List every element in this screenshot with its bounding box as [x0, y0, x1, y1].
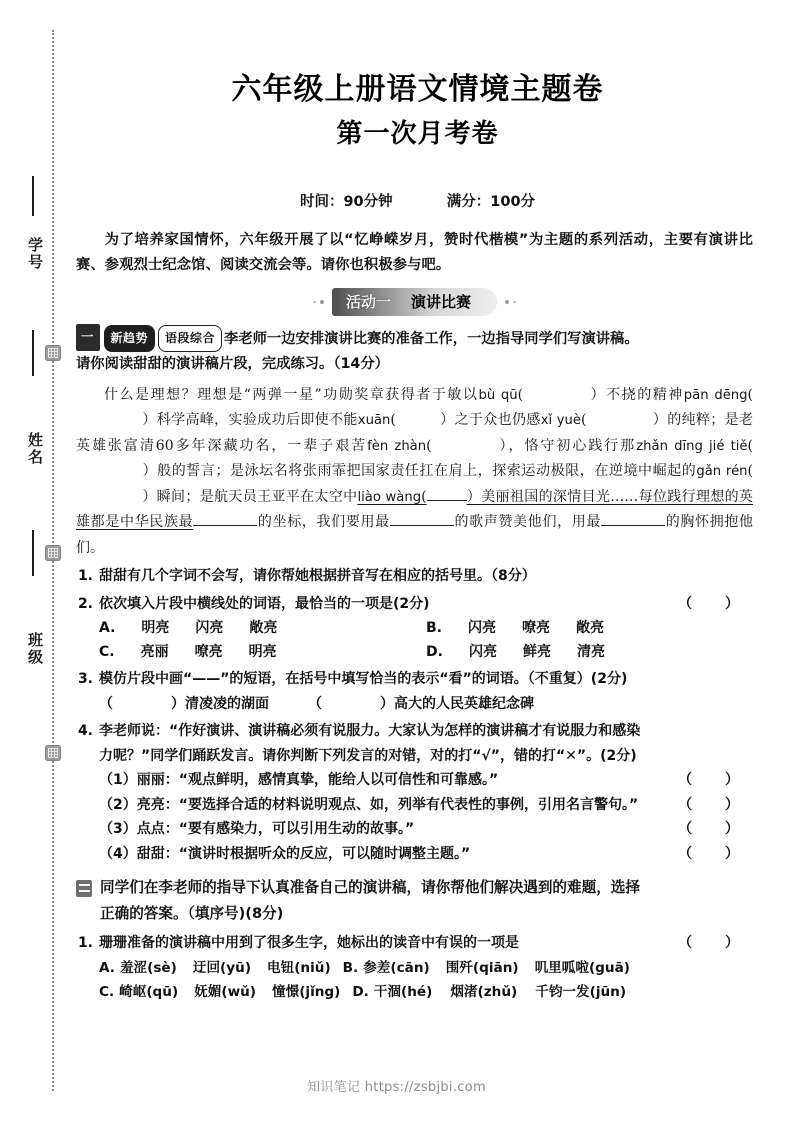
option-a-word-2: 闪亮: [195, 620, 224, 636]
option-d-label: D.: [426, 644, 443, 660]
q3-item-2: ）高大的人民英雄纪念碑: [380, 695, 534, 712]
q4-sub2-text: 亮亮：“要选择合适的材料说明观点、如，列举有代表性的事例，引用名言警句。”: [136, 796, 639, 813]
q4-sub4-no: （4）: [99, 845, 137, 862]
reading-passage: 什么是理想？理想是“两弹一星”功勋奖章获得者于敏以bù qū( ）不挠的精神pān dēng(）科学高峰，实验成功后即使不能xuān( ）之于众也仍感xǐ yuè( ）的纯粹；是老英雄张富清60多年深藏功名，一辈子艰苦fèn zhàn( ），恪守初心践行那zhǎn dīng jié tiě(）般的誓言；是泳坛名将张雨霏把国家责任扛在肩上，探索运动极限，在逆境中崛起的gǎn rén(）瞬间；是航天员王亚平在太空中liào wàng( ）美丽祖国的深情目光……每位践行理想的英雄都是中华民族最 的坐标，我们要用最 的歌声赞美他们，用最 的胸怀拥抱他们。: [76, 386, 754, 556]
pinyin-4: xǐ yuè: [540, 413, 582, 428]
option-b-word-2: 嘹亮: [522, 620, 550, 636]
option-c-word-2: 嘹亮: [194, 644, 223, 660]
question-3: [76, 667, 753, 692]
q4-sub1-paren[interactable]: （ ）: [678, 772, 753, 788]
s2-option-d-item-3: 千钧一发(jūn): [535, 983, 627, 1000]
s2-option-row-2: [99, 980, 753, 1004]
option-c[interactable]: [99, 640, 426, 664]
activity-pill: [332, 288, 497, 316]
passage-seg-9: ）美丽祖国的深情目光……每位践行理想的英雄都是中华民族最: [76, 488, 754, 530]
s2-option-c-item-2: 妩媚(wǔ): [194, 983, 257, 1000]
field-rule-2: [32, 330, 34, 376]
section-two-question-1: [76, 931, 753, 956]
pinyin-8: liào wàng: [357, 489, 422, 505]
pinyin-5: fèn zhàn: [367, 438, 427, 454]
section-one-number: 一: [76, 324, 100, 351]
badge-passage-comprehensive: 语段综合: [158, 325, 222, 353]
name-field-label: 姓名: [26, 432, 44, 466]
option-b[interactable]: [426, 616, 753, 640]
question-2-answer-paren[interactable]: （ ）: [678, 595, 753, 612]
s2-question-1-options: [99, 956, 753, 1004]
passage-seg-6: ），恪守初心践行那: [497, 437, 637, 454]
s2-option-d-label: D.: [352, 983, 369, 1000]
s2-option-c-label: C.: [99, 983, 115, 1000]
q3-item-1: ）清凌凌的湖面: [171, 695, 269, 712]
margin-strip: [0, 0, 66, 1121]
option-d-word-3: 清亮: [576, 644, 605, 660]
activity-index: 活动一: [345, 293, 391, 311]
option-d-word-2: 鲜亮: [522, 644, 551, 660]
s2-option-c-item-1: 崎岖(qū): [119, 983, 179, 1000]
section-two-lead-line1: 同学们在李老师的指导下认真准备自己的演讲稿，请你帮他们解决遇到的难题，选择: [100, 879, 640, 896]
pinyin-1: bù qū: [478, 387, 518, 403]
option-d-word-1: 闪亮: [468, 644, 497, 660]
option-c-word-1: 亮丽: [140, 644, 169, 660]
option-a-word-3: 敞亮: [249, 620, 278, 636]
s2-option-a-item-2: 迂回(yū): [192, 959, 252, 976]
q4-sub4-paren[interactable]: （ ）: [678, 845, 753, 862]
q4-sub2-paren[interactable]: （ ）: [678, 796, 753, 813]
s2-option-a-item-1: 羞涩(sè): [119, 959, 177, 976]
question-4-subitem-1: [99, 768, 753, 793]
s2-option-b-item-3: 叽里呱啦(guā): [534, 959, 630, 976]
section-one-lead-line2: 请你阅读甜甜的演讲稿片段，完成练习。（14分）: [76, 356, 389, 372]
section-one-lead-line1: 李老师一边安排演讲比赛的准备工作，一边指导同学们写演讲稿。: [224, 331, 639, 347]
option-c-label: C.: [99, 644, 115, 660]
question-2-body: [99, 592, 753, 617]
s2-option-b-label: B.: [342, 959, 359, 976]
passage-seg-10: 的坐标，我们要用最: [257, 514, 390, 530]
s2-question-1-body: [99, 931, 753, 956]
question-4-number: 4.: [77, 723, 93, 739]
question-3-number: 3.: [77, 671, 93, 687]
question-2-options-row-1: [99, 616, 753, 640]
exam-content: [76, 228, 753, 1004]
s2-option-a-label: A.: [99, 959, 115, 976]
q4-sub3-no: （3）: [99, 821, 137, 837]
question-1-number: 1.: [77, 568, 93, 584]
s2-question-1-text: 珊珊准备的演讲稿中用到了很多生字，她标出的读音中有误的一项是: [99, 935, 519, 951]
page-title: 六年级上册语文情境主题卷: [231, 72, 604, 107]
seal-mark-1: [45, 345, 61, 361]
question-4-subitem-2: [99, 793, 753, 818]
q4-sub3-text: 点点：“要有感染力，可以引用生动的故事。”: [136, 821, 415, 837]
question-1: [76, 564, 753, 589]
page-subtitle: 第一次月考卷: [336, 119, 499, 149]
q4-sub3-paren[interactable]: （ ）: [678, 821, 753, 837]
q4-sub4-text: 甜甜：“演讲时根据听众的反应，可以随时调整主题。”: [136, 845, 471, 862]
field-rule-1: [32, 176, 34, 216]
passage-seg-4: ）之于众也仍感: [439, 412, 541, 428]
banner-dots-left: [313, 300, 324, 304]
passage-seg-8: ）瞬间；是航天员王亚平在太空中: [142, 488, 358, 505]
question-3-text: 模仿片段中画“——”的短语，在括号中填写恰当的表示“看”的词语。（不重复）(2分): [99, 671, 628, 687]
seal-mark-3: [45, 745, 61, 761]
passage-seg-2: ）不挠的精神: [589, 386, 684, 403]
question-4-text-line1: 李老师说：“作好演讲、演讲稿必须有说服力。大家认为怎样的演讲稿才有说服力和感染: [99, 723, 641, 739]
s2-option-a-item-3: 电钮(niǔ): [267, 959, 331, 976]
option-d[interactable]: [426, 640, 753, 664]
activity-banner: [76, 287, 753, 317]
option-a-word-1: 明亮: [141, 620, 170, 636]
option-b-word-3: 敞亮: [576, 620, 604, 636]
section-two-lead: [76, 875, 753, 901]
score-label: 满分：100分: [446, 194, 536, 210]
section-two-lead-line2-row: [76, 901, 753, 927]
passage-seg-11: 的歌声赞美他们，用最: [453, 514, 602, 530]
pinyin-2: pān dēng: [683, 387, 748, 403]
s2-option-c-item-3: 憧憬(jǐng): [272, 983, 341, 1000]
option-b-label: B.: [426, 620, 442, 636]
intro-paragraph: 为了培养家国情怀，六年级开展了以“忆峥嵘岁月，赞时代楷模”为主题的系列活动，主要有演讲比赛、参观烈士纪念馆、阅读交流会等。请你也积极参与吧。: [76, 232, 753, 273]
question-1-text: 甜甜有几个字词不会写，请你帮她根据拼音写在相应的括号里。（8分）: [99, 568, 536, 584]
pinyin-3: xuān: [357, 413, 391, 428]
class-field-label: 班级: [26, 632, 44, 666]
question-4-subitem-3: [99, 817, 753, 842]
section-two-number-icon: [76, 880, 92, 897]
pinyin-6: zhǎn dīng jié tiě: [636, 438, 748, 454]
q4-sub1-no: （1）: [99, 772, 137, 788]
watermark: 知识笔记 https://zsbjbi.com: [307, 1080, 486, 1095]
passage-seg-7: ）般的誓言；是泳坛名将张雨霏把国家责任扛在肩上，探索运动极限，在逆境中崛起的: [142, 463, 697, 479]
s2-option-row-1: [99, 956, 753, 980]
exam-meta: [66, 190, 769, 211]
passage-seg-1: 什么是理想？理想是“两弹一星”功勋奖章获得者于敏以: [104, 386, 479, 403]
section-one-lead: [76, 324, 753, 352]
s2-option-d-item-2: 烟渚(zhǔ): [450, 983, 518, 1000]
s2-question-1-number: 1.: [77, 935, 93, 951]
question-4: [76, 719, 753, 744]
q4-sub2-no: （2）: [99, 796, 137, 813]
question-4-subitem-4: [99, 842, 753, 867]
s2-option-b-item-1: 参差(cān): [363, 959, 430, 976]
option-b-word-1: 闪亮: [468, 620, 496, 636]
question-2: [76, 592, 753, 617]
question-4-text-line2: 力呢？”同学们踊跃发言。请你判断下列发言的对错，对的打“√”，错的打“✕”。(2分): [99, 747, 637, 764]
option-a-label: A.: [99, 620, 116, 636]
option-c-word-3: 明亮: [248, 644, 277, 660]
s2-option-d-item-1: 干涸(hé): [373, 983, 433, 1000]
passage-seg-5: ）的纯粹；是老英雄张富清60多年深藏功名，一辈子艰苦: [76, 412, 754, 454]
option-a[interactable]: [99, 616, 426, 640]
time-label: 时间：90分钟: [299, 194, 393, 210]
s2-question-1-paren[interactable]: （ ）: [678, 935, 753, 951]
passage-seg-3: ）科学高峰，实验成功后即使不能: [142, 412, 358, 428]
seal-mark-2: [45, 545, 61, 561]
question-3-items: （ ）清凌凌的湖面 （ ）高大的人民英雄纪念碑: [99, 695, 534, 712]
activity-name: 演讲比赛: [411, 293, 472, 311]
badge-new-trend: 新趋势: [104, 325, 156, 353]
question-2-number: 2.: [77, 595, 93, 612]
field-rule-3: [32, 530, 34, 576]
section-two-lead-line2: 正确的答案。（填序号)(8分): [100, 905, 284, 922]
banner-dots-right: [505, 300, 516, 304]
question-2-text: 依次填入片段中横线处的词语，最恰当的一项是(2分): [99, 595, 430, 612]
passage-seg-12: 的胸怀拥抱他们。: [76, 514, 754, 556]
student-id-field-label: 学号: [26, 237, 44, 271]
pinyin-7: gǎn rén: [696, 464, 748, 479]
s2-option-b-item-2: 围歼(qiān): [445, 959, 519, 976]
question-2-options-row-2: [99, 640, 753, 664]
q4-sub1-text: 丽丽：“观点鲜明，感情真挚，能给人以可信性和可靠感。”: [136, 772, 499, 788]
